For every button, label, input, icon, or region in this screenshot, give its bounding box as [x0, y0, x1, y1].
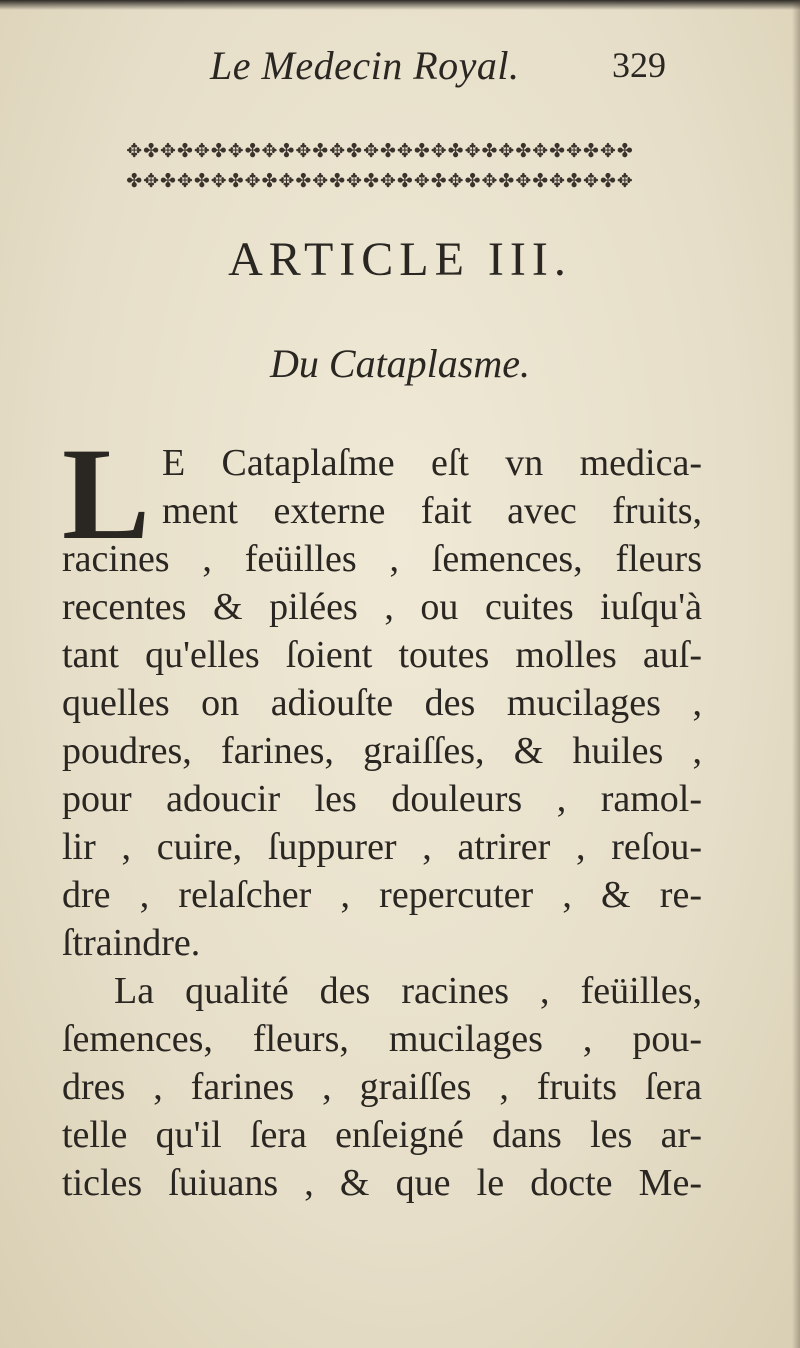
- text-line: lir , cuire, ſuppurer , atrirer , reſou-: [62, 826, 702, 868]
- text-line: recentes & pilées , ou cuites iuſqu'à: [62, 586, 702, 628]
- text-line: racines , feüilles , ſemences, fleurs: [62, 538, 702, 580]
- ornament-border-row-2: ✤✥✤✥✤✥✤✥✤✥✤✥✤✥✤✥✤✥✤✥✤✥✤✥✤✥✤✥✤✥: [126, 170, 634, 192]
- text-line: ment externe fait avec fruits,: [162, 490, 702, 532]
- text-line: dre , relaſcher , repercuter , & re-: [62, 874, 702, 916]
- page-top-shadow: [0, 0, 800, 10]
- page-right-edge: [792, 0, 800, 1348]
- ornament-border-row-1: ✥✤✥✤✥✤✥✤✥✤✥✤✥✤✥✤✥✤✥✤✥✤✥✤✥✤✥✤✥✤: [126, 140, 634, 162]
- text-line: ſemences, fleurs, mucilages , pou-: [62, 1018, 702, 1060]
- article-heading: ARTICLE III.: [228, 233, 572, 286]
- text-line: ticles ſuiuans , & que le docte Me-: [62, 1162, 702, 1204]
- page-number: 329: [612, 45, 666, 85]
- text-line: E Cataplaſme eſt vn medica-: [162, 442, 702, 484]
- text-line: La qualité des racines , feüilles,: [114, 970, 702, 1012]
- text-line: poudres, farines, graiſſes, & huiles ,: [62, 730, 702, 772]
- text-line: tant qu'elles ſoient toutes molles auſ-: [62, 634, 702, 676]
- running-title: Le Medecin Royal.: [210, 43, 520, 88]
- text-line: telle qu'il ſera enſeigné dans les ar-: [62, 1114, 702, 1156]
- text-line: dres , farines , graiſſes , fruits ſera: [62, 1066, 702, 1108]
- text-line: pour adoucir les douleurs , ramol-: [62, 778, 702, 820]
- text-line: ſtraindre.: [62, 922, 201, 964]
- running-head: [0, 42, 800, 102]
- drop-cap: L: [62, 420, 151, 567]
- article-subtitle: Du Cataplasme.: [270, 341, 530, 386]
- text-line: quelles on adiouſte des mucilages ,: [62, 682, 702, 724]
